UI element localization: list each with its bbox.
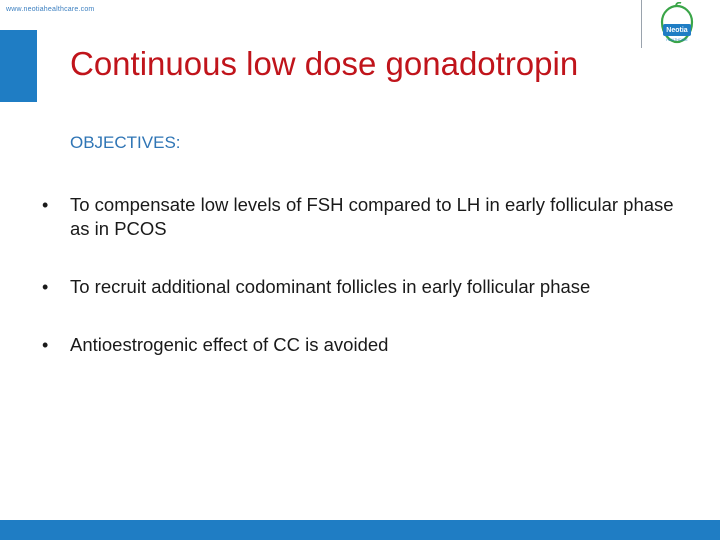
website-url: www.neotiahealthcare.com <box>6 6 95 13</box>
bullet-dot: • <box>42 195 49 215</box>
left-accent-bar <box>0 30 37 102</box>
logo-divider <box>641 0 642 48</box>
bullet-item <box>40 275 680 299</box>
slide-title: Continuous low dose gonadotropin <box>70 45 579 82</box>
bullet-dot: • <box>42 277 49 297</box>
bullet-list <box>40 193 680 391</box>
footer-bar <box>0 520 720 540</box>
bullet-text: Antioestrogenic effect of CC is avoided <box>70 334 389 355</box>
bullet-dot: • <box>42 335 49 355</box>
neotia-logo <box>652 2 702 46</box>
bullet-item <box>40 333 680 357</box>
logo-subtext: HEALTHCARE <box>666 38 688 42</box>
bullet-text: To compensate low levels of FSH compared to LH in early follicular phase as in PCOS <box>70 194 674 239</box>
bullet-text: To recruit additional codominant follicles in early follicular phase <box>70 276 591 297</box>
logo-text: Neotia <box>666 27 688 34</box>
objectives-label: OBJECTIVES: <box>70 133 181 152</box>
bullet-item <box>40 193 680 241</box>
